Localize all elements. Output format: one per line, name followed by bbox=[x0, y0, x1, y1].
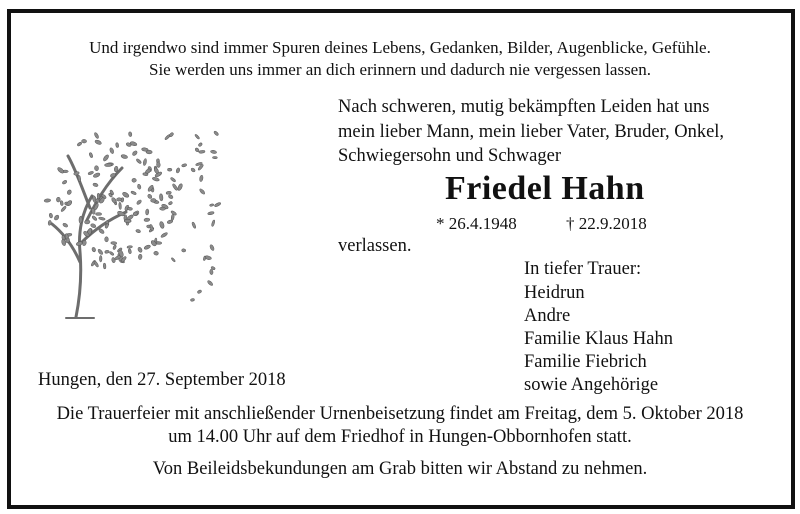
leaf bbox=[76, 241, 83, 246]
leaf bbox=[151, 198, 157, 202]
leaf bbox=[176, 167, 181, 173]
tree-with-falling-leaves-icon bbox=[36, 112, 222, 322]
leaf bbox=[109, 147, 114, 154]
leaf bbox=[198, 142, 203, 147]
leaf bbox=[89, 152, 94, 158]
leaf bbox=[144, 244, 151, 250]
mourner-name: sowie Angehörige bbox=[524, 375, 659, 395]
leaf bbox=[79, 216, 83, 223]
leaf bbox=[128, 132, 132, 137]
leaf bbox=[160, 232, 168, 238]
mourner-name: Heidrun bbox=[524, 283, 585, 303]
leaf bbox=[62, 180, 68, 185]
leaf bbox=[168, 201, 173, 206]
leaf bbox=[181, 163, 187, 167]
leaf bbox=[212, 156, 217, 158]
leaf bbox=[81, 139, 86, 143]
leaf bbox=[209, 244, 215, 251]
condolence-note: Von Beileidsbekundungen am Grab bitten wir Abstand zu nehmen. bbox=[152, 459, 648, 479]
leaf bbox=[94, 132, 100, 139]
leaf bbox=[147, 193, 153, 199]
tree-leaves bbox=[44, 130, 221, 301]
leaf bbox=[153, 251, 158, 256]
leaf bbox=[128, 249, 132, 254]
leaf bbox=[144, 218, 150, 222]
leaf bbox=[92, 215, 98, 221]
leaf bbox=[96, 213, 102, 216]
leaf bbox=[203, 256, 206, 261]
leaf bbox=[119, 202, 122, 209]
leaf bbox=[122, 191, 130, 198]
leaf bbox=[159, 221, 165, 229]
leaf bbox=[207, 280, 214, 287]
intro-line-3: Schwiegersohn und Schwager bbox=[338, 146, 561, 166]
leaf bbox=[137, 184, 141, 190]
leaf bbox=[137, 247, 143, 253]
leaf bbox=[44, 199, 51, 203]
leaf bbox=[136, 199, 142, 205]
leaf bbox=[209, 204, 214, 207]
leaf bbox=[167, 168, 171, 171]
leaf bbox=[104, 163, 112, 167]
leaf bbox=[177, 183, 183, 191]
leaf bbox=[112, 245, 116, 250]
leaf bbox=[121, 154, 128, 159]
leaf bbox=[190, 167, 195, 172]
birth-date: * 26.4.1948 bbox=[436, 214, 517, 233]
leaf bbox=[135, 229, 140, 233]
deceased-name: Friedel Hahn bbox=[445, 170, 645, 207]
leaf bbox=[62, 222, 68, 227]
leaf bbox=[103, 263, 106, 269]
mourners-heading: In tiefer Trauer: bbox=[524, 259, 642, 279]
leaf bbox=[199, 175, 203, 182]
leaf bbox=[172, 183, 179, 191]
leaf bbox=[159, 194, 163, 202]
leaf bbox=[132, 150, 138, 156]
death-date: † 22.9.2018 bbox=[566, 214, 647, 233]
leaf bbox=[171, 257, 176, 262]
leaf bbox=[111, 241, 117, 245]
leaf bbox=[57, 166, 65, 174]
leaf bbox=[145, 209, 149, 215]
leaf bbox=[99, 255, 102, 262]
leaf bbox=[197, 289, 202, 294]
leaf bbox=[105, 237, 109, 242]
leaf bbox=[214, 202, 221, 208]
leaf bbox=[98, 217, 105, 221]
leaf bbox=[93, 172, 101, 178]
leaf bbox=[56, 197, 60, 202]
leaf bbox=[109, 251, 114, 256]
leaf bbox=[116, 198, 121, 202]
leaf bbox=[127, 245, 133, 248]
leaf bbox=[77, 142, 83, 147]
ceremony-line-1: Die Trauerfeier mit anschließender Urnenbeisetzung findet am Freitag, dem 5. Oktober 2018 bbox=[56, 404, 744, 424]
leaf bbox=[152, 177, 160, 182]
intro-line-1: Nach schweren, mutig bekämpften Leiden hat uns bbox=[338, 97, 710, 117]
leaf bbox=[93, 183, 99, 188]
leaf bbox=[91, 247, 96, 253]
leaf bbox=[97, 193, 100, 199]
motto-line-2: Sie werden uns immer an dich erinnern und dadurch nie vergessen lassen. bbox=[149, 60, 651, 79]
leaf bbox=[207, 211, 214, 215]
leaf bbox=[209, 269, 213, 275]
leaf bbox=[49, 213, 53, 218]
mourner-name: Familie Klaus Hahn bbox=[524, 329, 674, 349]
leaf bbox=[105, 250, 110, 254]
leaf bbox=[213, 130, 219, 136]
leaf bbox=[94, 139, 102, 145]
motto-line-1: Und irgendwo sind immer Spuren deines Lebens, Gedanken, Bilder, Augenblicke, Gefühle. bbox=[89, 38, 711, 57]
leaf bbox=[88, 171, 94, 175]
leaf bbox=[190, 298, 194, 301]
leaf bbox=[132, 178, 136, 182]
leaf bbox=[160, 207, 166, 210]
leaf bbox=[156, 162, 160, 168]
leaf bbox=[60, 206, 66, 213]
leaf bbox=[90, 223, 96, 229]
leaf bbox=[143, 158, 147, 165]
mourner-name: Familie Fiebrich bbox=[524, 352, 647, 372]
verb-verlassen: verlassen. bbox=[338, 236, 412, 256]
leaf bbox=[127, 207, 132, 210]
leaf bbox=[166, 191, 172, 195]
leaf bbox=[115, 143, 119, 148]
leaf bbox=[194, 134, 200, 140]
leaf bbox=[136, 158, 142, 164]
leaf bbox=[170, 177, 176, 183]
leaf bbox=[199, 188, 206, 195]
leaf bbox=[191, 222, 196, 229]
intro-line-2: mein lieber Mann, mein lieber Vater, Bruder, Onkel, bbox=[338, 122, 725, 142]
leaf bbox=[94, 165, 99, 171]
leaf bbox=[141, 147, 148, 151]
leaf bbox=[60, 200, 64, 205]
leaf bbox=[131, 191, 137, 196]
place-date: Hungen, den 27. September 2018 bbox=[38, 370, 286, 390]
leaf bbox=[66, 189, 72, 195]
ceremony-line-2: um 14.00 Uhr auf dem Friedhof in Hungen-Obbornhofen statt. bbox=[168, 427, 632, 447]
mourner-name: Andre bbox=[524, 306, 571, 326]
leaf bbox=[124, 219, 131, 223]
leaf bbox=[97, 248, 103, 255]
leaf bbox=[181, 249, 185, 253]
leaf bbox=[102, 154, 109, 162]
leaf bbox=[53, 214, 59, 221]
leaf bbox=[211, 220, 215, 227]
leaf bbox=[168, 194, 174, 199]
leaf bbox=[138, 254, 142, 260]
leaf bbox=[210, 150, 217, 154]
leaf bbox=[199, 150, 206, 153]
